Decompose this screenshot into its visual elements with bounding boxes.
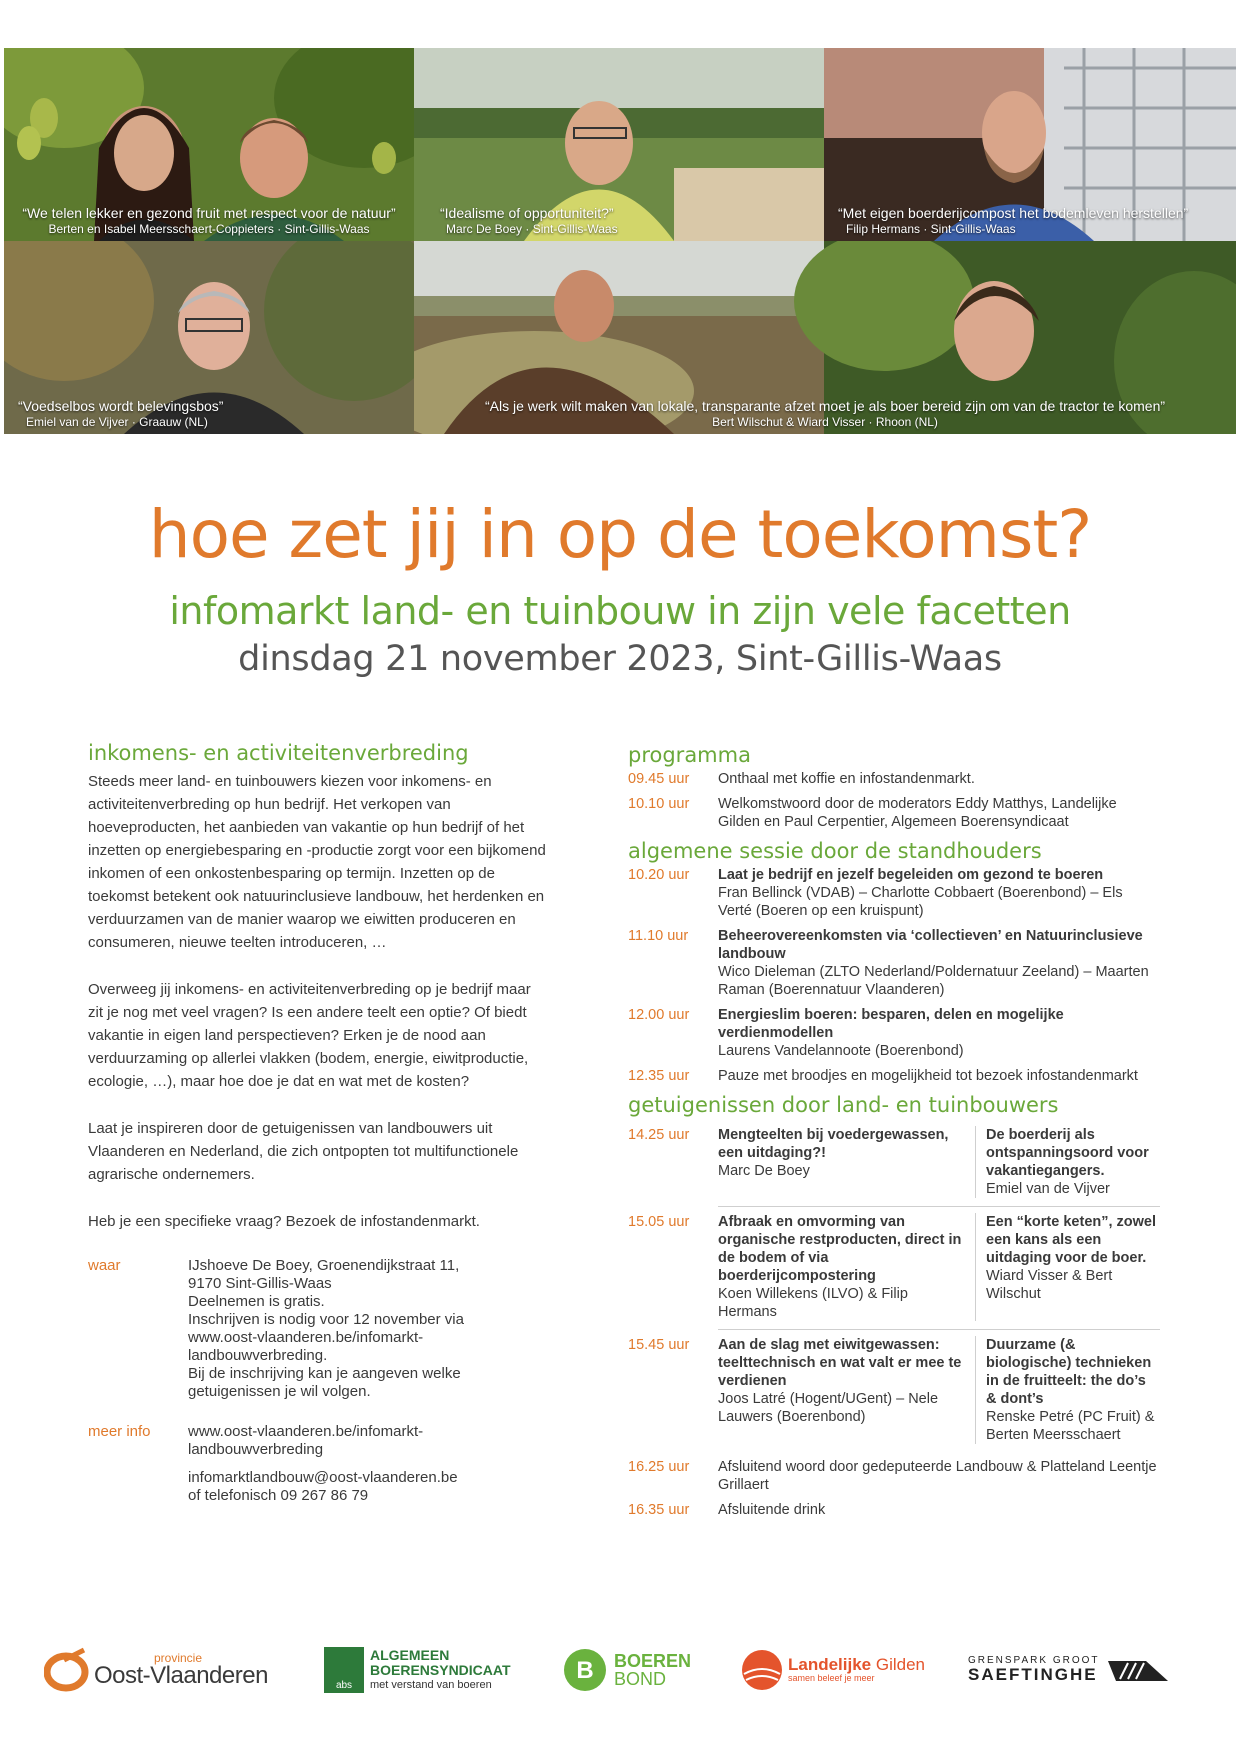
testimonial-title: De boerderij als ontspanningsoord voor vakantiegangers. bbox=[986, 1127, 1149, 1179]
photo-quote: “Als je werk wilt maken van lokale, transparante afzet moet je als boer bereid zijn om van de tractor te komen” bbox=[484, 398, 1166, 414]
session-speakers: Pauze met broodjes en mogelijkheid tot bezoek infostandenmarkt bbox=[718, 1068, 1138, 1084]
testimonial-time: 15.45 uur bbox=[628, 1337, 690, 1353]
program-time: 10.10 uur bbox=[628, 796, 690, 812]
partner-logos bbox=[0, 1640, 1240, 1710]
photo-name: Marc De Boey · Sint-Gillis-Waas bbox=[446, 222, 618, 236]
logo-text: samen beleef je meer bbox=[788, 1673, 875, 1684]
logo-text: GRENSPARK GROOT bbox=[968, 1655, 1100, 1667]
location-line: IJshoeve De Boey, Groenendijkstraat 11, bbox=[188, 1257, 460, 1274]
session-speakers: Wico Dieleman (ZLTO Nederland/Poldernatuur Zeeland) – Maarten Raman (Boerennatuur Vlaanderen) bbox=[718, 964, 1149, 998]
session-time: 12.35 uur bbox=[628, 1068, 690, 1084]
closing-time: 16.25 uur bbox=[628, 1459, 690, 1475]
intro-paragraph: Heb je een specifieke vraag? Bezoek de infostandenmarkt. bbox=[88, 1213, 480, 1230]
session-time: 10.20 uur bbox=[628, 867, 690, 883]
registration-link[interactable]: landbouwverbreding. bbox=[188, 1347, 328, 1364]
testimonial-slot bbox=[628, 1207, 1160, 1330]
photo-grid bbox=[4, 48, 1236, 434]
intro-heading: inkomens- en activiteitenverbreding bbox=[88, 741, 469, 765]
session-item bbox=[628, 866, 1160, 920]
program-heading: programma bbox=[628, 743, 751, 767]
logo-saeftinghe bbox=[968, 1640, 1180, 1700]
svg-text:B: B bbox=[576, 1657, 594, 1684]
session-speakers: Laurens Vandelannoote (Boerenbond) bbox=[718, 1043, 964, 1059]
location-label: waar bbox=[88, 1257, 121, 1274]
testimonial-speaker: Joos Latré (Hogent/UGent) – Nele Lauwers (Boerenbond) bbox=[718, 1391, 939, 1425]
location-line: 9170 Sint-Gillis-Waas bbox=[188, 1275, 332, 1292]
general-session-heading: algemene sessie door de standhouders bbox=[628, 839, 1042, 863]
logo-text: BOND bbox=[614, 1669, 667, 1689]
registration-link[interactable]: www.oost-vlaanderen.be/infomarkt- bbox=[188, 1329, 424, 1346]
landelijke-gilden-icon bbox=[740, 1648, 784, 1692]
location-line: Bij de inschrijving kan je aangeven welke bbox=[188, 1365, 461, 1382]
logo-abs bbox=[324, 1640, 524, 1700]
session-time: 12.00 uur bbox=[628, 1007, 690, 1023]
testimonial-speaker: Emiel van de Vijver bbox=[986, 1181, 1110, 1197]
intro-paragraph: Laat je inspireren door de getuigenissen van landbouwers uit Vlaanderen en Nederland, die zich ontpopten tot multifunctionele agrarische ondernemers. bbox=[88, 1120, 519, 1183]
testimonial-title: Aan de slag met eiwitgewassen: teelttechnisch en wat valt er mee te verdienen bbox=[718, 1337, 962, 1389]
logo-text: SAEFTINGHE bbox=[968, 1665, 1098, 1685]
testimonial-speaker: Wiard Visser & Bert Wilschut bbox=[986, 1268, 1113, 1302]
testimonial-speaker: Koen Willekens (ILVO) & Filip Hermans bbox=[718, 1286, 908, 1320]
info-link[interactable]: landbouwverbreding bbox=[188, 1441, 324, 1458]
program-text: Onthaal met koffie en infostandenmarkt. bbox=[718, 771, 975, 787]
logo-boerenbond bbox=[562, 1640, 702, 1700]
logo-text: met verstand van boeren bbox=[370, 1678, 492, 1691]
page-subtitle: infomarkt land- en tuinbouw in zijn vele facetten bbox=[169, 589, 1071, 633]
photo-de-boey bbox=[414, 48, 824, 241]
session-item bbox=[628, 1067, 1160, 1085]
program-column bbox=[628, 742, 1160, 1526]
testimonial-title: Afbraak en omvorming van organische restproducten, direct in de bodem of via boerderijcompostering bbox=[718, 1214, 962, 1284]
program-item bbox=[628, 770, 1160, 788]
photo-name: Berten en Isabel Meersschaert-Coppieters · Sint-Gillis-Waas bbox=[48, 222, 370, 236]
abs-mark: abs bbox=[324, 1647, 364, 1693]
logo-text: BOERENSYNDICAAT bbox=[370, 1661, 511, 1678]
location-block bbox=[88, 1257, 548, 1401]
testimonial-title: Mengteelten bij voedergewassen, een uitdaging?! bbox=[718, 1127, 949, 1161]
logo-text: ALGEMEEN bbox=[370, 1646, 450, 1663]
photo-name: Emiel van de Vijver · Graauw (NL) bbox=[26, 415, 208, 429]
page-title: hoe zet jij in op de toekomst? bbox=[148, 496, 1092, 573]
session-title: Laat je bedrijf en jezelf begeleiden om gezond te boeren bbox=[718, 867, 1104, 883]
location-line: Inschrijven is nodig voor 12 november via bbox=[188, 1311, 464, 1328]
testimonial-title: Een “korte keten”, zowel een kans als een uitdaging voor de boer. bbox=[986, 1214, 1157, 1266]
intro-paragraph: Steeds meer land- en tuinbouwers kiezen voor inkomens- en activiteitenverbreding op hun bedrijf. Het verkopen van hoeveproducten, het aanbieden van vakantie op hun bedrijf of het inzetten op energiebesparing en -productie zorgt voor een bijkomend inkomen of een onkostenbesparing op termijn. Inzetten op de toekomst betekent ook natuurinclusieve landbouw, het herdenken en verduurzamen van de manier waarop we eiwitten produceren en consumeren, nieuwe teelten introduceren, … bbox=[88, 773, 546, 951]
program-item bbox=[628, 795, 1160, 831]
closing-time: 16.35 uur bbox=[628, 1502, 690, 1518]
info-phone: of telefonisch 09 267 86 79 bbox=[188, 1487, 369, 1504]
photo-quote: “Voedselbos wordt belevingsbos” bbox=[18, 398, 224, 414]
session-title: Beheerovereenkomsten via ‘collectieven’ en Natuurinclusieve landbouw bbox=[718, 928, 1143, 962]
info-link[interactable]: www.oost-vlaanderen.be/infomarkt- bbox=[188, 1423, 424, 1440]
saeftinghe-bird-icon bbox=[1106, 1655, 1170, 1685]
logo-text: Oost-Vlaanderen bbox=[94, 1662, 268, 1689]
photo-van-de-vijver bbox=[4, 241, 414, 434]
logo-text: BOEREN bbox=[614, 1651, 692, 1671]
logo-text: Landelijke bbox=[788, 1655, 872, 1675]
testimonial-slot bbox=[628, 1330, 1160, 1452]
location-line: Deelnemen is gratis. bbox=[188, 1293, 325, 1310]
testimonial-time: 15.05 uur bbox=[628, 1214, 690, 1230]
program-text: Welkomstwoord door de moderators Eddy Matthys, Landelijke Gilden en Paul Cerpentier, Algemeen Boerensyndicaat bbox=[718, 796, 1117, 830]
program-time: 09.45 uur bbox=[628, 771, 690, 787]
testimonial-time: 14.25 uur bbox=[628, 1127, 690, 1143]
testimonial-title: Duurzame (& biologische) technieken in de fruitteelt: the do’s & dont’s bbox=[986, 1337, 1152, 1407]
intro-paragraph: Overweeg jij inkomens- en activiteitenverbreding op je bedrijf maar zit je nog met veel vragen? Is een andere teelt een optie? Of biedt vakantie in eigen land perspectieven? Erken je de nood aan verduurzaming op allerlei vlakken (bodem, energie, eiwitproductie, ecologie, …), maar hoe doe je dat en wat met de kosten? bbox=[88, 981, 531, 1090]
photo-quote: “Met eigen boerderijcompost het bodemleven herstellen” bbox=[838, 205, 1189, 221]
session-item bbox=[628, 1006, 1160, 1060]
testimonial-slot bbox=[628, 1120, 1160, 1207]
session-title: Energieslim boeren: besparen, delen en mogelijke verdienmodellen bbox=[718, 1007, 1064, 1041]
intro-column bbox=[88, 740, 548, 1521]
more-info-block bbox=[88, 1423, 548, 1505]
photo-hermans bbox=[824, 48, 1236, 241]
photo-quote: “We telen lekker en gezond fruit met respect voor de natuur” bbox=[22, 205, 396, 221]
photo-name: Filip Hermans · Sint-Gillis-Waas bbox=[846, 222, 1016, 236]
closing-item bbox=[628, 1458, 1160, 1494]
more-info-label: meer info bbox=[88, 1423, 151, 1440]
testimonial-speaker: Marc De Boey bbox=[718, 1163, 810, 1179]
session-time: 11.10 uur bbox=[628, 928, 689, 944]
photo-meersschaert bbox=[4, 48, 414, 241]
session-item bbox=[628, 927, 1160, 999]
closing-text: Afsluitend woord door gedeputeerde Landbouw & Platteland Leentje Grillaert bbox=[718, 1459, 1157, 1493]
logo-oost-vlaanderen bbox=[44, 1640, 274, 1700]
photo-wilschut-visser bbox=[414, 241, 1236, 434]
testimonial-speaker: Renske Petré (PC Fruit) & Berten Meersschaert bbox=[986, 1409, 1155, 1443]
closing-item bbox=[628, 1501, 1160, 1519]
logo-text: provincie bbox=[154, 1651, 203, 1665]
event-date: dinsdag 21 november 2023, Sint-Gillis-Waas bbox=[238, 639, 1002, 679]
boerenbond-icon bbox=[562, 1647, 608, 1693]
session-speakers: Fran Bellinck (VDAB) – Charlotte Cobbaert (Boerenbond) – Els Verté (Boeren op een kruispunt) bbox=[718, 885, 1123, 919]
photo-quote: “Idealisme of opportuniteit?” bbox=[440, 205, 614, 221]
location-line: getuigenissen je wil volgen. bbox=[188, 1383, 371, 1400]
logo-landelijke-gilden bbox=[740, 1640, 940, 1700]
testimonials-heading: getuigenissen door land- en tuinbouwers bbox=[628, 1093, 1059, 1117]
info-email[interactable]: infomarktlandbouw@oost-vlaanderen.be bbox=[188, 1469, 458, 1486]
oost-vlaanderen-icon bbox=[44, 1646, 92, 1694]
photo-name: Bert Wilschut & Wiard Visser · Rhoon (NL) bbox=[712, 415, 938, 429]
closing-text: Afsluitende drink bbox=[718, 1502, 826, 1518]
logo-text: Gilden bbox=[875, 1655, 926, 1675]
